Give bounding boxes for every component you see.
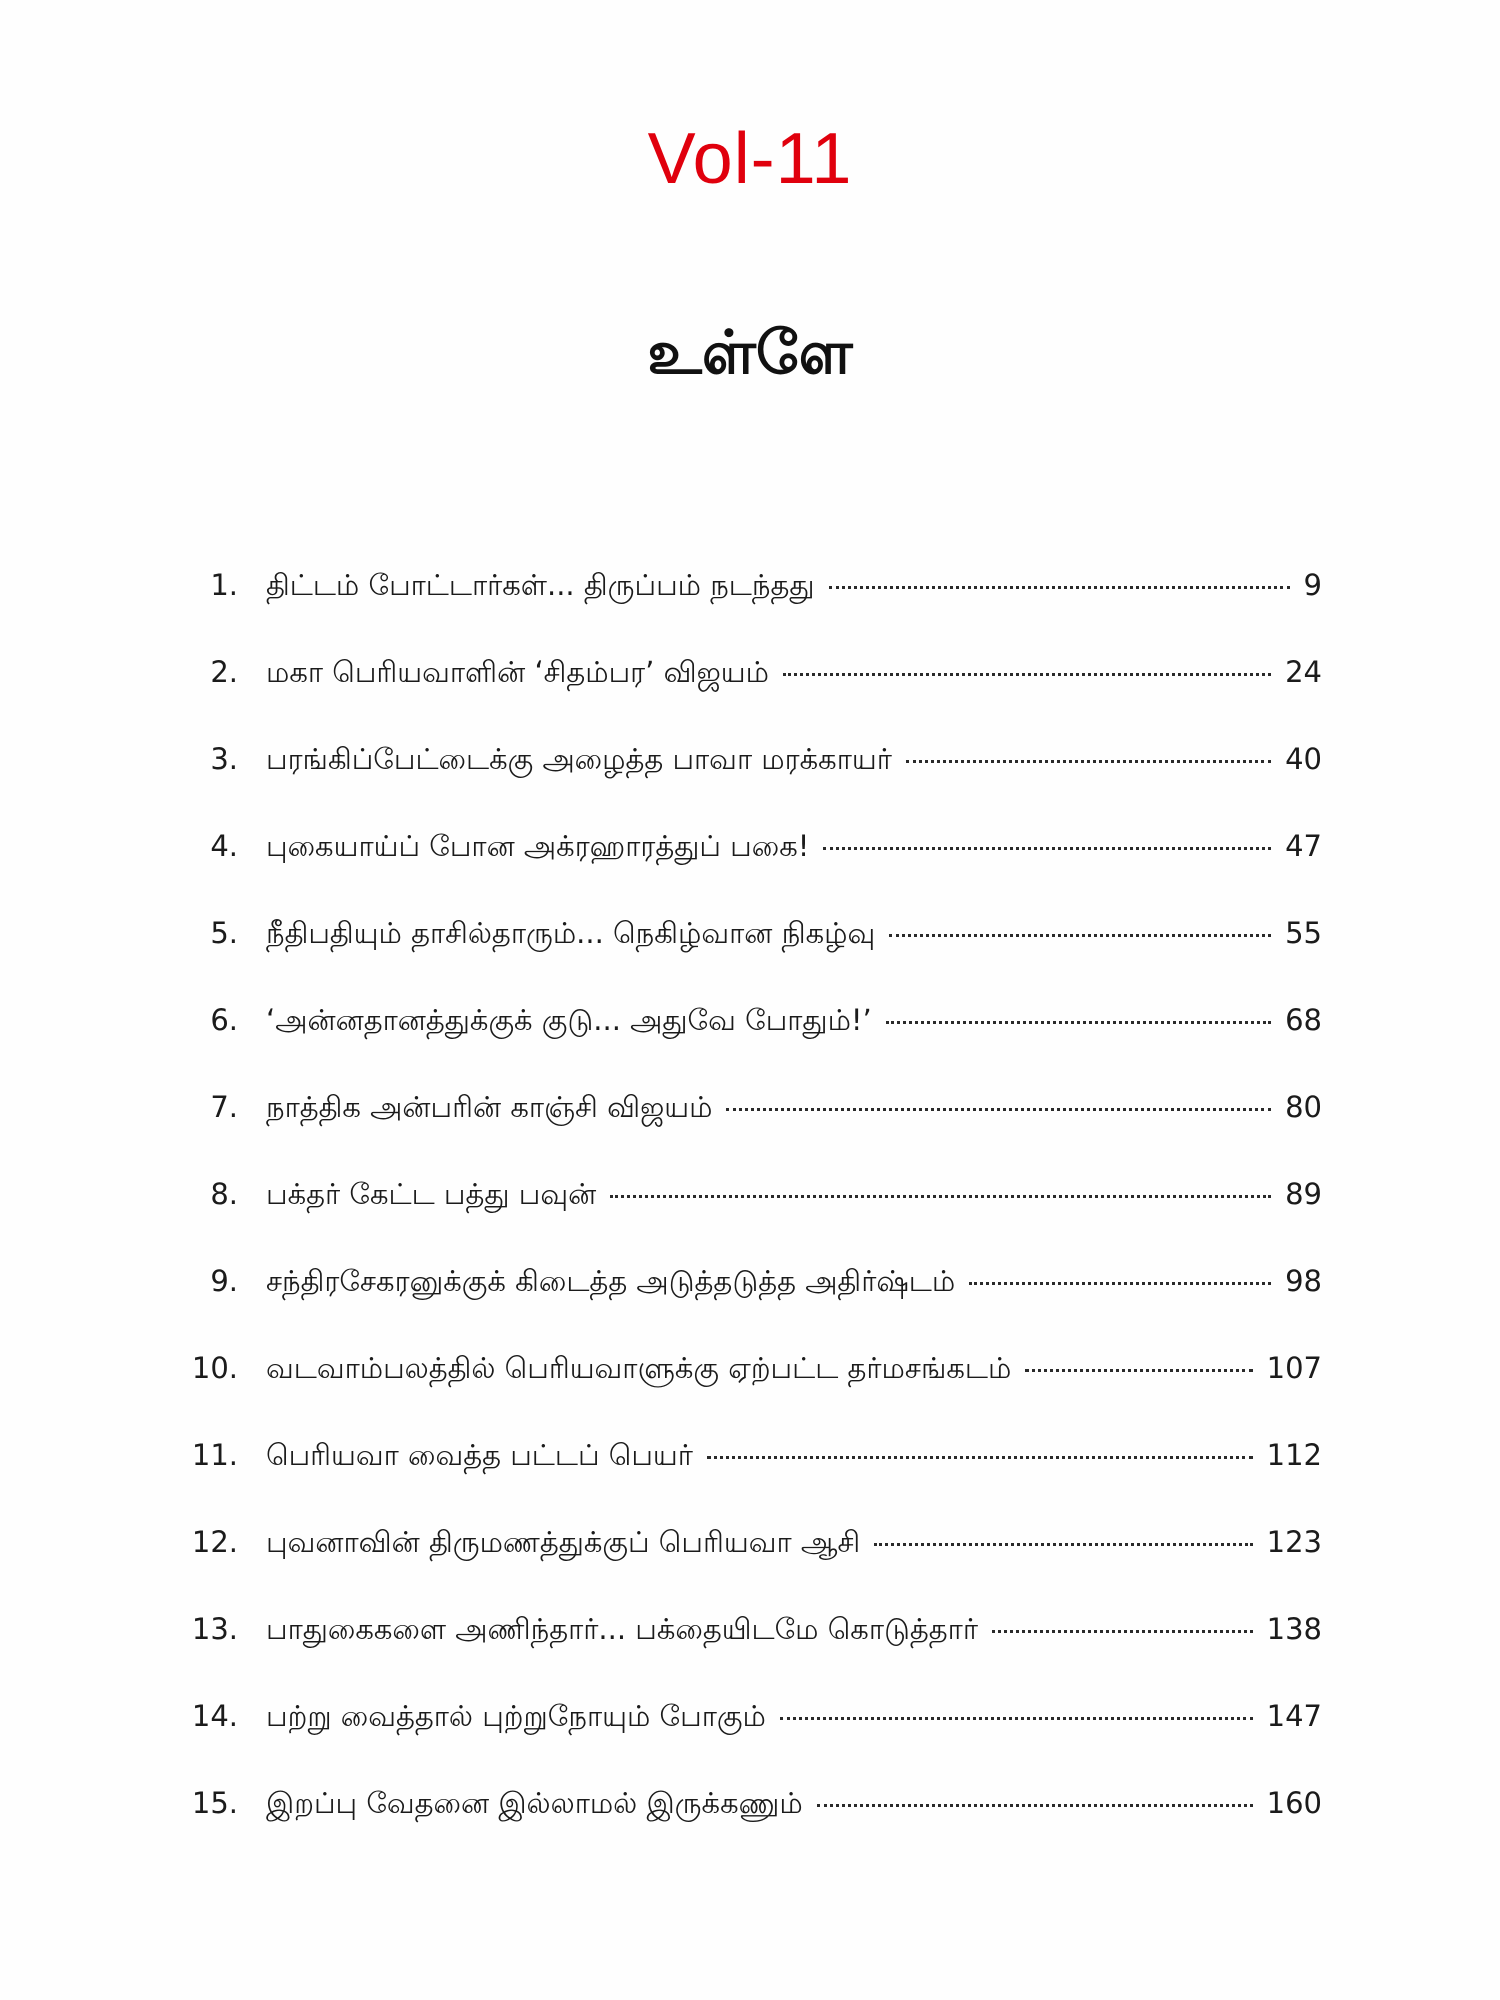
table-of-contents xyxy=(0,568,1500,1873)
toc-entry-title: சந்திரசேகரனுக்குக் கிடைத்த அடுத்தடுத்த அதிர்ஷ்டம் xyxy=(266,1264,956,1298)
toc-entry-page: 80 xyxy=(1285,1090,1322,1124)
toc-entry-page: 98 xyxy=(1285,1264,1322,1298)
toc-entry-number: 1. xyxy=(210,568,238,602)
toc-entry xyxy=(0,829,1500,916)
toc-entry-number: 15. xyxy=(191,1786,238,1820)
volume-label: Vol-11 xyxy=(647,119,853,199)
toc-entry-number: 5. xyxy=(210,916,238,950)
dot-leader xyxy=(874,1543,1252,1546)
dot-leader xyxy=(886,1021,1271,1024)
toc-entry xyxy=(0,1177,1500,1264)
toc-entry-title: நீதிபதியும் தாசில்தாரும்... நெகிழ்வான நிகழ்வு xyxy=(266,916,876,950)
toc-entry-title: நாத்திக அன்பரின் காஞ்சி விஜயம் xyxy=(266,1090,713,1124)
dot-leader xyxy=(726,1108,1271,1111)
toc-entry xyxy=(0,1699,1500,1786)
toc-entry-page: 89 xyxy=(1285,1177,1322,1211)
toc-entry-page: 68 xyxy=(1285,1003,1322,1037)
dot-leader xyxy=(707,1456,1253,1459)
toc-entry-page: 107 xyxy=(1266,1351,1322,1385)
toc-entry-title: இறப்பு வேதனை இல்லாமல் இருக்கணும் xyxy=(266,1786,803,1820)
toc-entry-page: 55 xyxy=(1285,916,1322,950)
dot-leader xyxy=(906,760,1271,763)
toc-entry-title: ‘அன்னதானத்துக்குக் குடு... அதுவே போதும்!’ xyxy=(266,1003,872,1037)
toc-entry-title: புகையாய்ப் போன அக்ரஹாரத்துப் பகை! xyxy=(266,829,810,863)
toc-entry-number: 2. xyxy=(210,655,238,689)
toc-entry xyxy=(0,1264,1500,1351)
dot-leader xyxy=(780,1717,1253,1720)
toc-entry-page: 47 xyxy=(1285,829,1322,863)
toc-entry-number: 10. xyxy=(191,1351,238,1385)
toc-entry xyxy=(0,655,1500,742)
toc-entry-title: புவனாவின் திருமணத்துக்குப் பெரியவா ஆசி xyxy=(266,1525,861,1559)
toc-entry-title: பாதுகைகளை அணிந்தார்... பக்தையிடமே கொடுத்தார் xyxy=(266,1612,978,1646)
dot-leader xyxy=(610,1195,1271,1198)
toc-entry-page: 24 xyxy=(1285,655,1322,689)
toc-entry-title: பெரியவா வைத்த பட்டப் பெயர் xyxy=(266,1438,693,1472)
toc-entry xyxy=(0,742,1500,829)
toc-entry xyxy=(0,1438,1500,1525)
toc-entry xyxy=(0,916,1500,1003)
toc-entry-title: திட்டம் போட்டார்கள்... திருப்பம் நடந்தது xyxy=(266,568,815,602)
toc-entry-number: 3. xyxy=(210,742,238,776)
toc-entry-number: 6. xyxy=(210,1003,238,1037)
toc-entry xyxy=(0,1003,1500,1090)
toc-entry-number: 7. xyxy=(210,1090,238,1124)
toc-entry xyxy=(0,1525,1500,1612)
toc-entry-page: 160 xyxy=(1266,1786,1322,1820)
toc-entry-page: 40 xyxy=(1285,742,1322,776)
toc-entry-page: 138 xyxy=(1266,1612,1322,1646)
toc-entry xyxy=(0,568,1500,655)
toc-entry-number: 8. xyxy=(210,1177,238,1211)
dot-leader xyxy=(783,673,1271,676)
toc-entry-page: 112 xyxy=(1266,1438,1322,1472)
toc-entry xyxy=(0,1612,1500,1699)
toc-entry-title: பக்தர் கேட்ட பத்து பவுன் xyxy=(266,1177,597,1211)
toc-entry-title: வடவாம்பலத்தில் பெரியவாளுக்கு ஏற்பட்ட தர்மசங்கடம் xyxy=(266,1351,1012,1385)
toc-heading: உள்ளே xyxy=(647,318,853,388)
toc-entry-number: 12. xyxy=(191,1525,238,1559)
toc-entry-number: 14. xyxy=(191,1699,238,1733)
dot-leader xyxy=(817,1804,1253,1807)
toc-entry-number: 4. xyxy=(210,829,238,863)
toc-entry-number: 11. xyxy=(191,1438,238,1472)
toc-entry-page: 123 xyxy=(1266,1525,1322,1559)
toc-entry xyxy=(0,1786,1500,1873)
dot-leader xyxy=(992,1630,1253,1633)
toc-entry-page: 9 xyxy=(1303,568,1322,602)
dot-leader xyxy=(829,586,1290,589)
toc-entry-title: பற்று வைத்தால் புற்றுநோயும் போகும் xyxy=(266,1699,766,1733)
toc-entry-number: 9. xyxy=(210,1264,238,1298)
toc-entry-title: பரங்கிப்பேட்டைக்கு அழைத்த பாவா மரக்காயர் xyxy=(266,742,892,776)
toc-entry xyxy=(0,1090,1500,1177)
dot-leader xyxy=(969,1282,1271,1285)
dot-leader xyxy=(889,934,1271,937)
toc-entry-number: 13. xyxy=(191,1612,238,1646)
dot-leader xyxy=(1025,1369,1252,1372)
toc-entry-page: 147 xyxy=(1266,1699,1322,1733)
toc-entry-title: மகா பெரியவாளின் ‘சிதம்பர’ விஜயம் xyxy=(266,655,769,689)
toc-entry xyxy=(0,1351,1500,1438)
dot-leader xyxy=(823,847,1271,850)
